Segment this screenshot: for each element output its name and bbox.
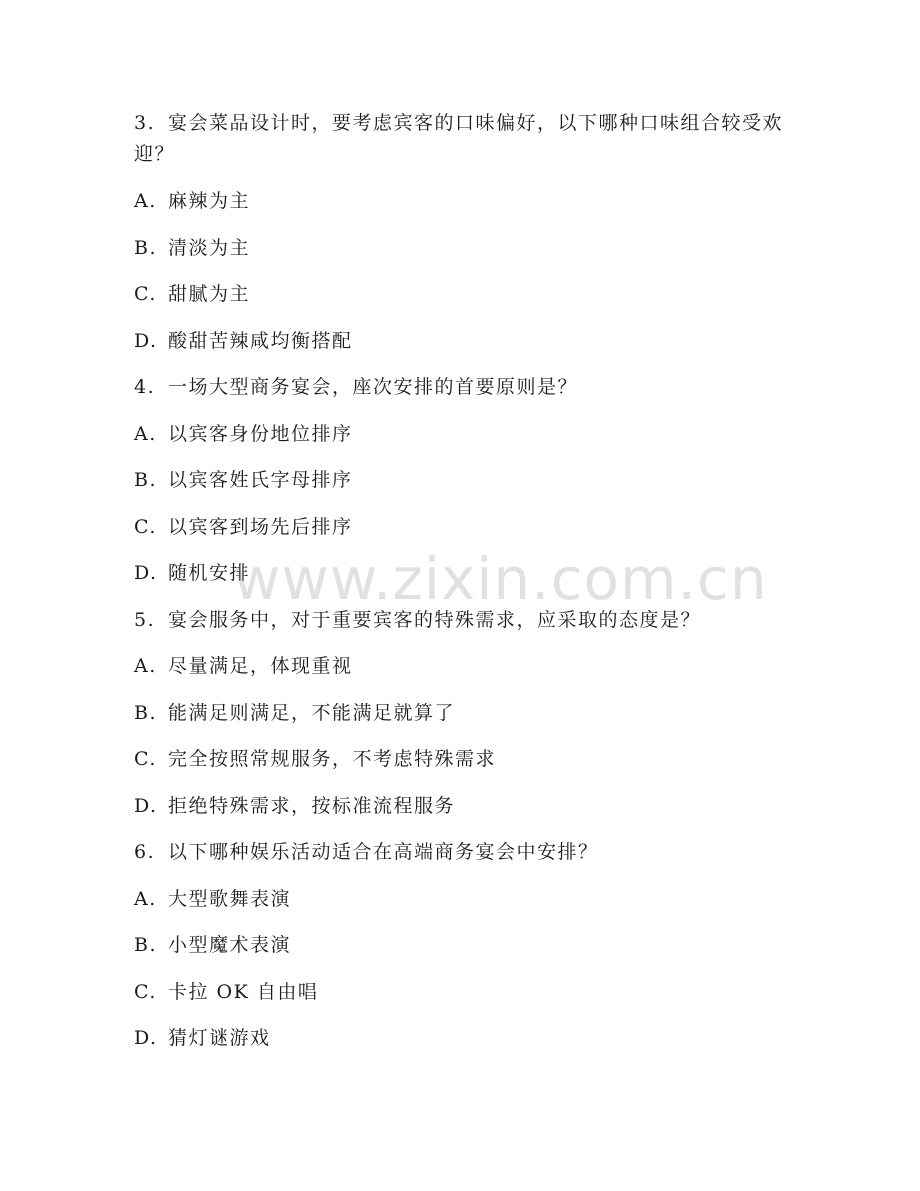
question-5	[134, 605, 794, 635]
question-list	[134, 108, 794, 1070]
question-4	[134, 372, 794, 402]
option-6b	[134, 930, 794, 960]
option-6d	[134, 1023, 794, 1053]
option-text: 以宾客姓氏字母排序	[168, 469, 353, 491]
option-4a	[134, 419, 794, 449]
option-text: 酸甜苦辣咸均衡搭配	[168, 329, 353, 352]
option-letter: D.	[134, 794, 158, 817]
option-letter: A.	[134, 887, 157, 910]
option-letter: D.	[134, 562, 158, 584]
option-letter: B.	[134, 934, 158, 956]
option-5a	[134, 651, 794, 681]
option-5c	[134, 744, 794, 774]
option-letter: C.	[134, 748, 157, 770]
question-3	[134, 108, 794, 170]
option-text: 麻辣为主	[168, 190, 251, 212]
question-number: 5.	[134, 608, 156, 631]
option-5b	[134, 698, 794, 728]
option-3b	[134, 233, 794, 263]
option-letter: C.	[134, 515, 157, 538]
option-letter: C.	[134, 980, 157, 1003]
option-5d	[134, 791, 794, 821]
option-letter: D.	[134, 329, 158, 352]
option-4b	[134, 465, 794, 495]
option-letter: A.	[134, 190, 157, 212]
option-text: 随机安排	[168, 562, 251, 584]
question-text: 以下哪种娱乐活动适合在高端商务宴会中安排？	[168, 841, 599, 863]
question-text: 宴会菜品设计时，要考虑宾客的口味偏好，以下哪种口味组合较受欢迎？	[134, 112, 784, 165]
option-text: 尽量满足，体现重视	[168, 655, 353, 677]
option-6c	[134, 977, 794, 1007]
option-letter: B.	[134, 701, 158, 724]
option-4d	[134, 558, 794, 588]
option-text: 猜灯谜游戏	[168, 1027, 271, 1049]
option-text: 小型魔术表演	[168, 934, 292, 956]
question-number: 6.	[134, 841, 156, 863]
option-letter: B.	[134, 236, 158, 259]
option-letter: C.	[134, 283, 157, 305]
option-text: 以宾客身份地位排序	[168, 422, 353, 445]
option-text: 能满足则满足，不能满足就算了	[168, 701, 456, 724]
option-letter: A.	[134, 655, 157, 677]
option-4c	[134, 512, 794, 542]
watermark: www.zixin.com.cn	[233, 545, 768, 613]
option-letter: D.	[134, 1027, 158, 1049]
option-text: 完全按照常规服务，不考虑特殊需求	[168, 748, 497, 770]
question-text: 宴会服务中，对于重要宾客的特殊需求，应采取的态度是？	[168, 608, 702, 631]
option-letter: B.	[134, 469, 158, 491]
option-text: 拒绝特殊需求，按标准流程服务	[168, 794, 456, 817]
option-text: 以宾客到场先后排序	[168, 515, 353, 538]
option-text: 清淡为主	[168, 236, 251, 259]
option-text: 卡拉 OK 自由唱	[168, 980, 319, 1003]
option-3c	[134, 279, 794, 309]
option-letter: A.	[134, 422, 157, 445]
question-6	[134, 837, 794, 867]
option-text: 大型歌舞表演	[168, 887, 292, 910]
question-text: 一场大型商务宴会，座次安排的首要原则是？	[168, 376, 579, 398]
option-text: 甜腻为主	[168, 283, 251, 305]
option-6a	[134, 884, 794, 914]
option-3a	[134, 186, 794, 216]
question-number: 3.	[134, 112, 156, 134]
option-3d	[134, 326, 794, 356]
question-number: 4.	[134, 376, 156, 398]
